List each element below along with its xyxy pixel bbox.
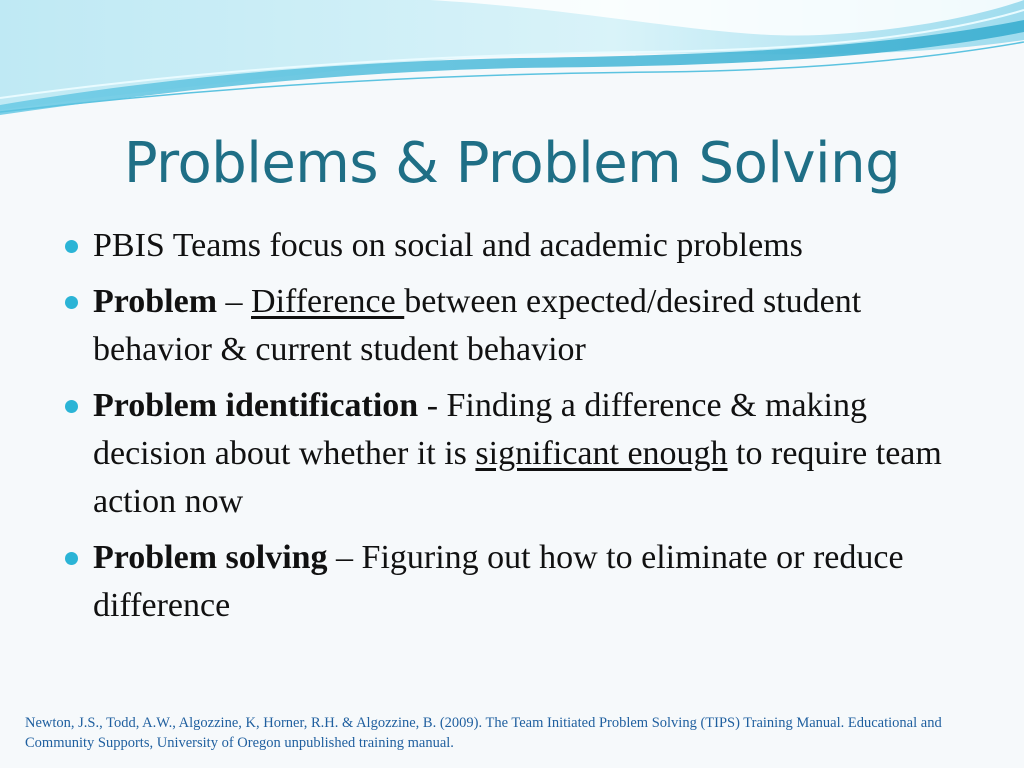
citation-reference: Newton, J.S., Todd, A.W., Algozzine, K, Horner, R.H. & Algozzine, B. (2009). The Team Initiated Problem Solving (TIPS) Training Manual. Educational and Community Supports, University of Oregon unpublished training manual. (25, 715, 942, 751)
bullet-dot-icon (65, 296, 78, 309)
definition-text: – Figuring out how to eliminate or reduce difference (93, 539, 904, 624)
definition-text: to require team action now (93, 435, 942, 520)
definition-text: - Finding a difference & making decision about whether it is (93, 387, 867, 472)
bullet-item (60, 534, 960, 630)
dash-separator: – (217, 283, 252, 320)
slide-title: Problems & Problem Solving (123, 131, 901, 196)
term-problem: Problem (93, 283, 218, 320)
bullet-dot-icon (65, 240, 78, 253)
definition-text: between expected/desired student behavior & current student behavior (93, 283, 862, 368)
term-difference: Difference (251, 283, 405, 320)
bullet-dot-icon (65, 552, 78, 565)
bullet-list (60, 222, 960, 638)
term-problem-solving: Problem solving (93, 539, 328, 576)
bullet-item (60, 278, 960, 374)
term-problem-identification: Problem identification (93, 387, 419, 424)
bullet-text: PBIS Teams focus on social and academic problems (93, 227, 803, 264)
header-wave-decoration (0, 0, 1024, 140)
term-significant-enough: significant enough (475, 435, 728, 472)
bullet-item (60, 382, 960, 526)
bullet-dot-icon (65, 400, 78, 413)
bullet-item (60, 222, 960, 270)
